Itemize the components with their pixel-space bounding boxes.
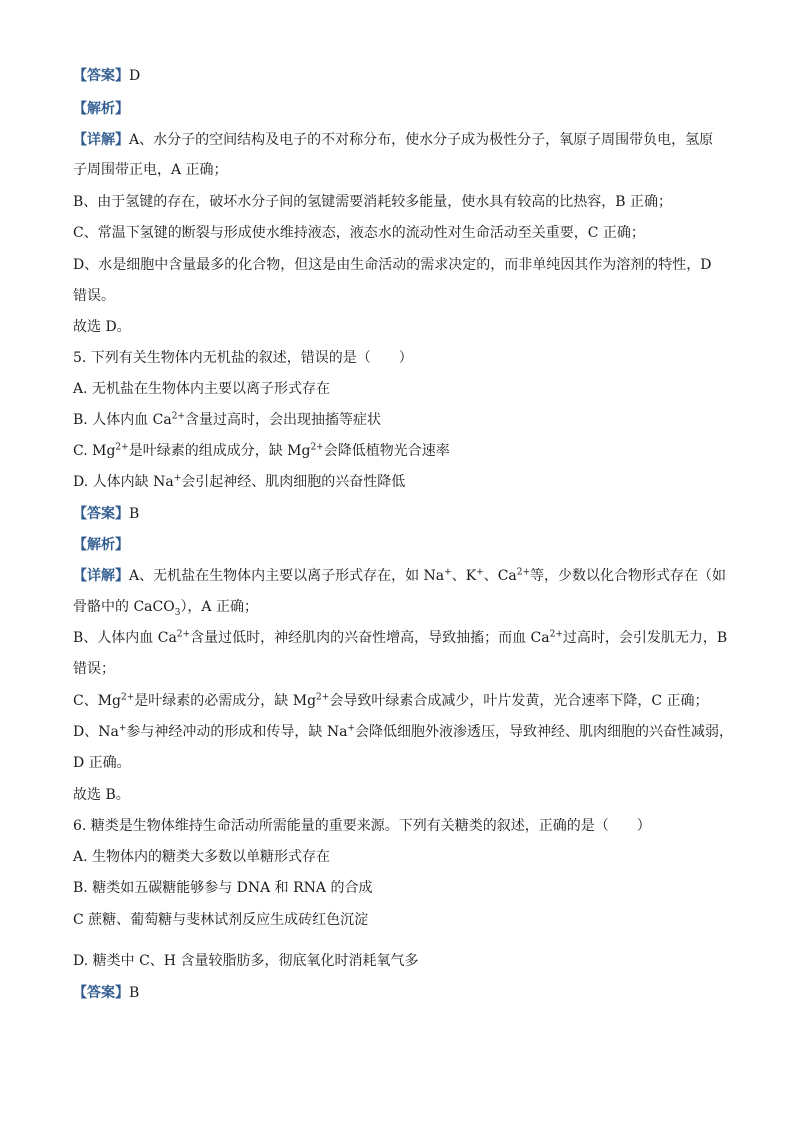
q5-detail-line-7: D 正确。 <box>73 755 131 771</box>
q4-detail-line-3: B、由于氢键的存在，破坏水分子间的氢键需要消耗较多能量，使水具有较高的比热容，B 正确； <box>73 194 673 210</box>
q6-option-b: B. 糖类如五碳糖能够参与 DNA 和 RNA 的合成 <box>73 880 373 896</box>
q5-stem: 5. 下列有关生物体内无机盐的叙述，错误的是（ ） <box>73 350 413 366</box>
q4-analysis-label <box>73 99 723 119</box>
q4-detail-line-5: D、水是细胞中含量最多的化合物，但这是由生命活动的需求决定的，而非单纯因其作为溶剂的特性，D <box>73 257 712 273</box>
answer-value: B <box>129 506 140 522</box>
q6-stem: 6. 糖类是生物体维持生命活动所需能量的重要来源。下列有关糖类的叙述，正确的是（ ） <box>73 818 651 834</box>
q5-conclusion: 故选 B。 <box>73 787 130 803</box>
q6-option-a: A. 生物体内的糖类大多数以单糖形式存在 <box>73 849 331 865</box>
q5-detail-line-6 <box>73 722 733 742</box>
superscript: 2+ <box>310 442 324 453</box>
superscript: + <box>444 567 452 578</box>
subscript: 3 <box>174 607 181 618</box>
q6-option-d: D. 糖类中 C、H 含量较脂肪多，彻底氧化时消耗氧气多 <box>73 953 419 969</box>
text: 含量过高时，会出现抽搐等症状 <box>184 412 381 428</box>
text: 是叶绿素的组成成分，缺 Mg <box>128 443 311 459</box>
superscript: 2+ <box>121 692 135 703</box>
text: B. 人体内血 Ca <box>73 412 172 428</box>
q5-detail-line-5 <box>73 691 723 711</box>
superscript: 2+ <box>115 442 129 453</box>
q5-option-a: A. 无机盐在生物体内主要以离子形式存在 <box>73 381 331 397</box>
q5-detail-line-4: 错误； <box>73 661 115 677</box>
text: D、Na <box>73 724 119 740</box>
q6-answer <box>73 983 723 1003</box>
superscript: + <box>118 723 127 734</box>
answer-label: 【答案】 <box>73 68 129 84</box>
text: 会导致叶绿素合成减少，叶片发黄，光合速率下降，C 正确； <box>329 693 709 709</box>
superscript: 2+ <box>316 692 330 703</box>
text: 会降低细胞外液渗透压，导致神经、肌肉细胞的兴奋性减弱， <box>354 724 733 740</box>
q5-detail-line-3 <box>73 628 728 648</box>
q4-detail-line-4: C、常温下氢键的断裂与形成使水维持液态，液态水的流动性对生命活动至关重要，C 正确； <box>73 225 645 241</box>
superscript: 2+ <box>171 411 185 422</box>
q5-option-d <box>73 472 723 492</box>
answer-value: D <box>129 68 141 84</box>
analysis-label: 【解析】 <box>73 101 129 117</box>
q5-option-c <box>73 441 723 461</box>
text: 、K <box>451 568 477 584</box>
text: 是叶绿素的必需成分，缺 Mg <box>134 693 317 709</box>
q5-answer <box>73 504 723 524</box>
text: C、Mg <box>73 693 122 709</box>
text: C. Mg <box>73 443 116 459</box>
detail-text: A、水分子的空间结构及电子的不对称分布，使水分子成为极性分子，氧原子周围带负电，氢原 <box>129 132 714 148</box>
q5-detail-line-1 <box>73 566 727 586</box>
q5-analysis-label <box>73 535 723 555</box>
text: D. 人体内缺 Na <box>73 474 174 490</box>
q4-detail-line-6: 错误。 <box>73 288 115 304</box>
text: A、无机盐在生物体内主要以离子形式存在，如 Na <box>129 568 445 584</box>
detail-label: 【详解】 <box>73 568 129 584</box>
text: 含量过低时，神经肌肉的兴奋性增高，导致抽搐；而血 Ca <box>190 630 550 646</box>
superscript: 2+ <box>516 567 531 578</box>
q6-option-c: C 蔗糖、葡萄糖与斐林试剂反应生成砖红色沉淀 <box>73 912 369 928</box>
detail-label: 【详解】 <box>73 132 129 148</box>
text: 等，少数以化合物形式存在（如 <box>530 568 727 584</box>
superscript: 2+ <box>549 629 563 640</box>
q5-option-b <box>73 410 723 430</box>
superscript: + <box>173 473 182 484</box>
q5-detail-line-2 <box>73 597 723 617</box>
q4-answer <box>73 66 723 86</box>
analysis-label: 【解析】 <box>73 537 129 553</box>
text: 、Ca <box>483 568 517 584</box>
answer-value: B <box>129 985 140 1001</box>
text: 过高时，会引发肌无力，B <box>562 630 728 646</box>
q4-detail-line-1 <box>73 130 723 150</box>
superscript: + <box>476 567 484 578</box>
text: 会引起神经、肌肉细胞的兴奋性降低 <box>181 474 406 490</box>
superscript: 2+ <box>176 629 191 640</box>
text: B、人体内血 Ca <box>73 630 177 646</box>
text: 会降低植物光合速率 <box>323 443 450 459</box>
answer-label: 【答案】 <box>73 506 129 522</box>
superscript: + <box>347 723 355 734</box>
text: 参与神经冲动的形成和传导，缺 Na <box>126 724 348 740</box>
answer-label: 【答案】 <box>73 985 129 1001</box>
q4-conclusion: 故选 D。 <box>73 319 131 335</box>
text: 骨骼中的 CaCO <box>73 599 175 615</box>
q4-detail-line-2: 子周围带正电，A 正确； <box>73 162 228 178</box>
text: ），A 正确； <box>180 599 258 615</box>
